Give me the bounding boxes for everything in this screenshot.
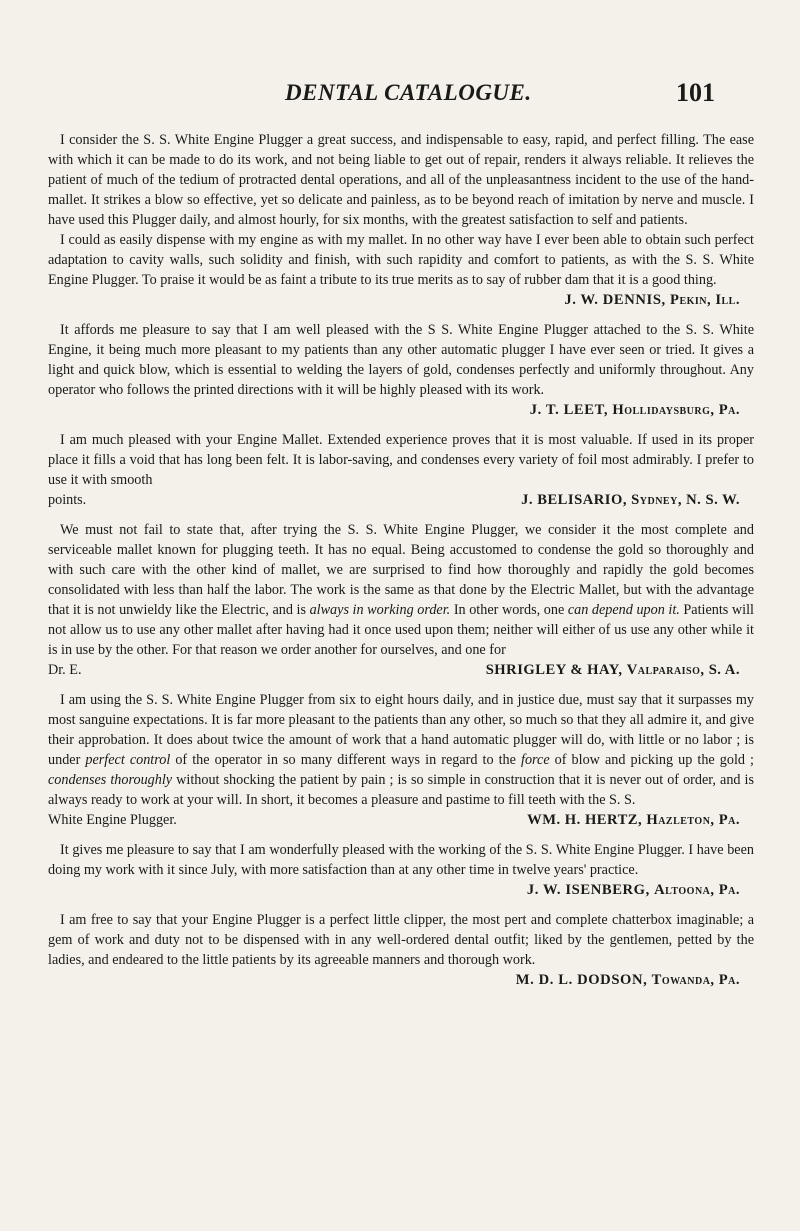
- signature-place: Sydney, N. S. W.: [631, 492, 740, 508]
- testimonial-dennis: [48, 130, 754, 310]
- testimonial-shrigley-hay: [48, 520, 754, 680]
- signature-name: J. BELISARIO,: [521, 492, 627, 508]
- text-run: Patients will not allow us to use any other mallet after having had it once used upon them; neither will either of us use any other while it is in use by the other. For that reason we order another for ourselves, and one for: [48, 602, 754, 658]
- signature-place: Hollidaysburg, Pa.: [612, 402, 740, 418]
- testimonial-hertz: [48, 690, 754, 830]
- testimonial-belisario: [48, 430, 754, 510]
- signature-name: WM. H. HERTZ,: [527, 812, 643, 828]
- signature-name: J. W. ISENBERG,: [526, 882, 650, 898]
- closing-text: White Engine Plugger.: [48, 812, 177, 828]
- signature-place: Hazleton, Pa.: [646, 812, 740, 828]
- page-header: [0, 80, 800, 120]
- signature: [521, 490, 754, 510]
- text-run: without shocking the patient by pain ; is so simple in construction that it is never out of order, and is always ready to work at your will. In short, it becomes a pleasure and pastime to fill teeth with the S. S.: [48, 772, 755, 808]
- signature-line: [48, 490, 754, 510]
- text-run: I am using the S. S. White Engine Plugger from six to eight hours daily, and in justice due, must say that it surpasses my most sanguine expectations. It is far more pleasant to the patients than any other, so much so that they all admire it, and give their approbation. It does about twice the amount of work that a hand automatic plugger will do, with little or no labor ; is under: [48, 692, 754, 768]
- text-run: of blow and picking up the gold ;: [549, 752, 754, 768]
- paragraph: [48, 690, 754, 810]
- text-run: of the operator in so many different ways in regard to the: [170, 752, 521, 768]
- closing-text: points.: [48, 492, 87, 508]
- signature-name: M. D. L. DODSON,: [515, 972, 648, 988]
- paragraph: It gives me pleasure to say that I am wonderfully pleased with the working of the S. S. White Engine Plugger. I have been doing my work with it since July, with more satisfaction than at any other time in twelve years' practice.: [48, 842, 754, 878]
- paragraph: It affords me pleasure to say that I am well pleased with the S S. White Engine Plugger attached to the S. S. White Engine, it being much more pleasant to my patients than any other automatic plugger I have ever seen or tried. It gives a light and quick blow, which is essential to welding the layers of gold, condenses perfectly and uniformly throughout. Any operator who follows the printed directions with it will be highly pleased with its work.: [48, 322, 754, 398]
- emphasis: always in working order.: [309, 602, 451, 618]
- paragraph: I am much pleased with your Engine Mallet. Extended experience proves that it is most valuable. If used in its proper place it fills a void that has long been felt. It is labor-saving, and condenses every variety of foil most admirably. I prefer to use it with smooth: [48, 432, 754, 488]
- signature: [486, 660, 754, 680]
- signature-line: [48, 660, 754, 680]
- signature-place: Valparaiso, S. A.: [626, 662, 740, 678]
- signature-name: J. T. LEET,: [529, 402, 609, 418]
- paragraph: [48, 520, 754, 660]
- signature-name: SHRIGLEY & HAY,: [485, 662, 623, 678]
- emphasis: perfect control: [85, 752, 171, 768]
- running-title: DENTAL CATALOGUE.: [285, 80, 532, 105]
- emphasis: can depend upon it.: [567, 602, 680, 618]
- text-run: We must not fail to state that, after trying the S. S. White Engine Plugger, we consider it the most complete and serviceable mallet known for plugging teeth. It has no equal. Being accustomed to condense the gold so thoroughly and with such care with the other kind of mallet, we are surprised to find how thoroughly and rapidly the gold becomes consolidated with less than half the labor. The work is the same as that done by the Electric Mallet, but with the advantage that it is not unwieldy like the Electric, and is: [48, 522, 754, 618]
- paragraph: I am free to say that your Engine Plugger is a perfect little clipper, the most pert and complete chatterbox imaginable; a gem of work and duty not to be dispensed with in any well-ordered dental outfit; liked by the gentlemen, petted by the ladies, and endeared to the little patients by its agreeable manners and thorough work.: [48, 912, 754, 968]
- paragraph: I could as easily dispense with my engine as with my mallet. In no other way have I ever been able to obtain such perfect adaptation to cavity walls, such solidity and finish, with such rapidity and comfort to patients, as with the S. S. White Engine Plugger. To praise it would be as faint a tribute to its true merits as to say of rubber dam that it is a good thing.: [48, 232, 754, 288]
- signature-name: J. W. DENNIS,: [564, 292, 666, 308]
- signature: [48, 970, 754, 990]
- emphasis: condenses thoroughly: [48, 772, 173, 788]
- emphasis: force: [521, 752, 550, 768]
- signature-place: Altoona, Pa.: [654, 882, 740, 898]
- signature-place: Pekin, Ill.: [670, 292, 740, 308]
- signature-line: [48, 810, 754, 830]
- page-body: [48, 130, 754, 1000]
- signature-place: Towanda, Pa.: [651, 972, 740, 988]
- signature: [48, 880, 754, 900]
- text-run: In other words, one: [450, 602, 568, 618]
- testimonial-isenberg: [48, 840, 754, 900]
- paragraph: I consider the S. S. White Engine Plugger a great success, and indispensable to easy, rapid, and perfect filling. The ease with which it can be made to do its work, and not being liable to get out of repair, renders it always reliable. It relieves the patient of much of the tedium of protracted dental operations, and all of the unpleasantness incident to the use of the hand-mallet. It strikes a blow so effective, yet so delicate and painless, as to be beyond reach of imitation by nerve and muscle. I have used this Plugger daily, and almost hourly, for six months, with the greatest satisfaction to self and patients.: [48, 132, 754, 228]
- testimonial-dodson: [48, 910, 754, 990]
- testimonial-leet: [48, 320, 754, 420]
- signature: [48, 400, 754, 420]
- page-number: 101: [676, 78, 715, 107]
- closing-text: Dr. E.: [48, 662, 82, 678]
- signature: [527, 810, 754, 830]
- signature: [48, 290, 754, 310]
